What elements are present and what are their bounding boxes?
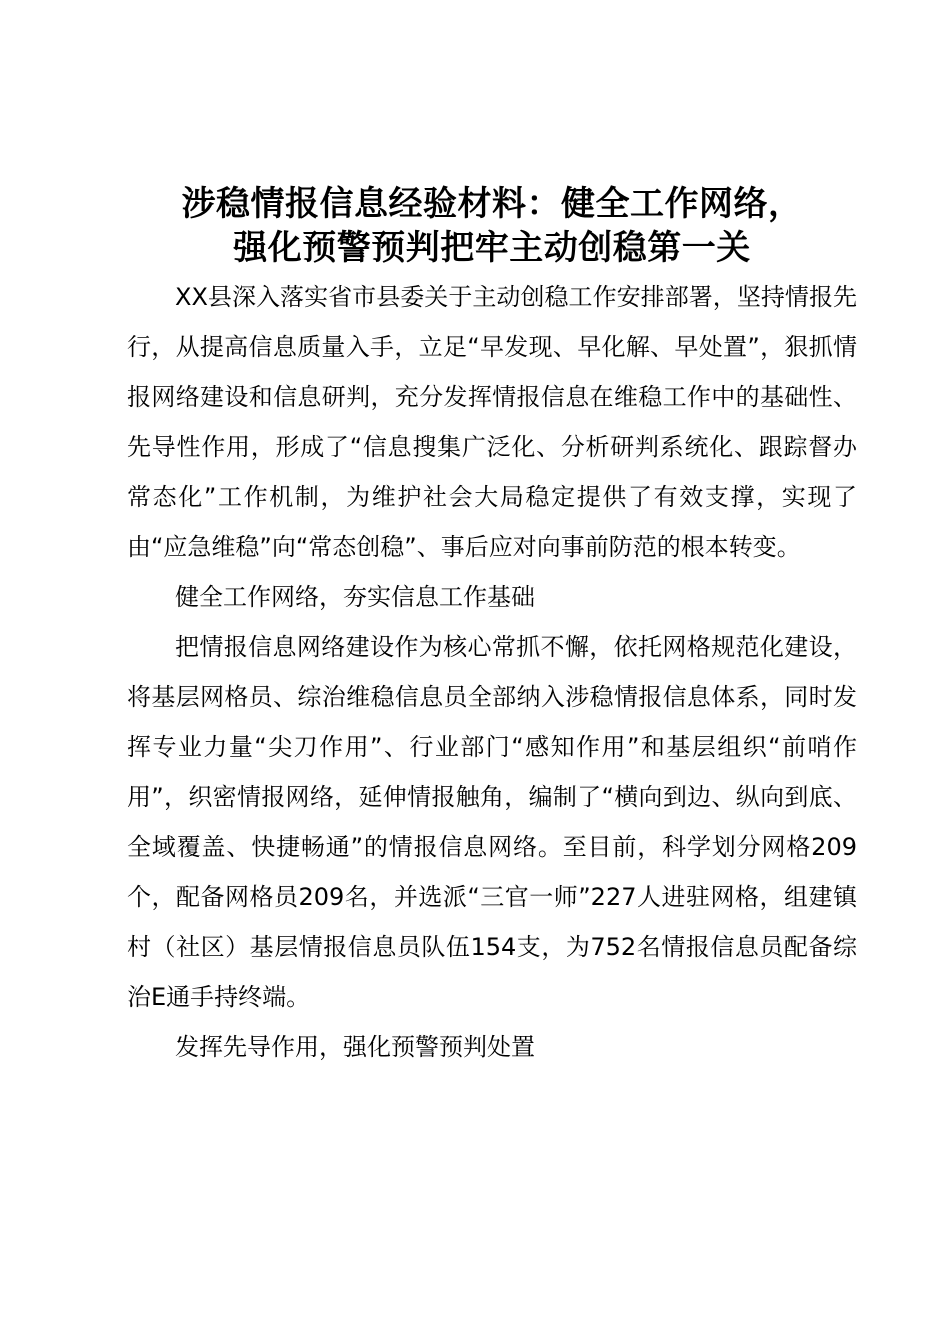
section-heading-warning: 发挥先导作用，强化预警预判处置 [175,1033,535,1061]
section-heading-network: 健全工作网络，夯实信息工作基础 [175,583,535,611]
title-line-1: 涉稳情报信息经验材料：健全工作网络， [181,184,803,224]
document-title [127,182,857,270]
title-line-2: 强化预警预判把牢主动创稳第一关 [233,228,751,268]
intro-paragraph: XX县深入落实省市县委关于主动创稳工作安排部署，坚持情报先行，从提高信息质量入手，立足“早发现、早化解、早处置”，狠抓情报网络建设和信息研判，充分发挥情报信息在维稳工作中的基础性、先导性作用，形成了“信息搜集广泛化、分析研判系统化、跟踪督办常态化”工作机制，为维护社会大局稳定提供了有效支撑，实现了由“应急维稳”向“常态创稳”、事后应对向事前防范的根本转变。 [127,283,857,561]
document-page [127,182,857,1072]
network-paragraph: 把情报信息网络建设作为核心常抓不懈，依托网格规范化建设，将基层网格员、综治维稳信息员全部纳入涉稳情报信息体系，同时发挥专业力量“尖刀作用”、行业部门“感知作用”和基层组织“前哨作用”，织密情报网络，延伸情报触角，编制了“横向到边、纵向到底、全域覆盖、快捷畅通”的情报信息网络。至目前，科学划分网格209个，配备网格员209名，并选派“三官一师”227人进驻网格，组建镇村（社区）基层情报信息员队伍154支，为752名情报信息员配备综治E通手持终端。 [127,633,857,1011]
